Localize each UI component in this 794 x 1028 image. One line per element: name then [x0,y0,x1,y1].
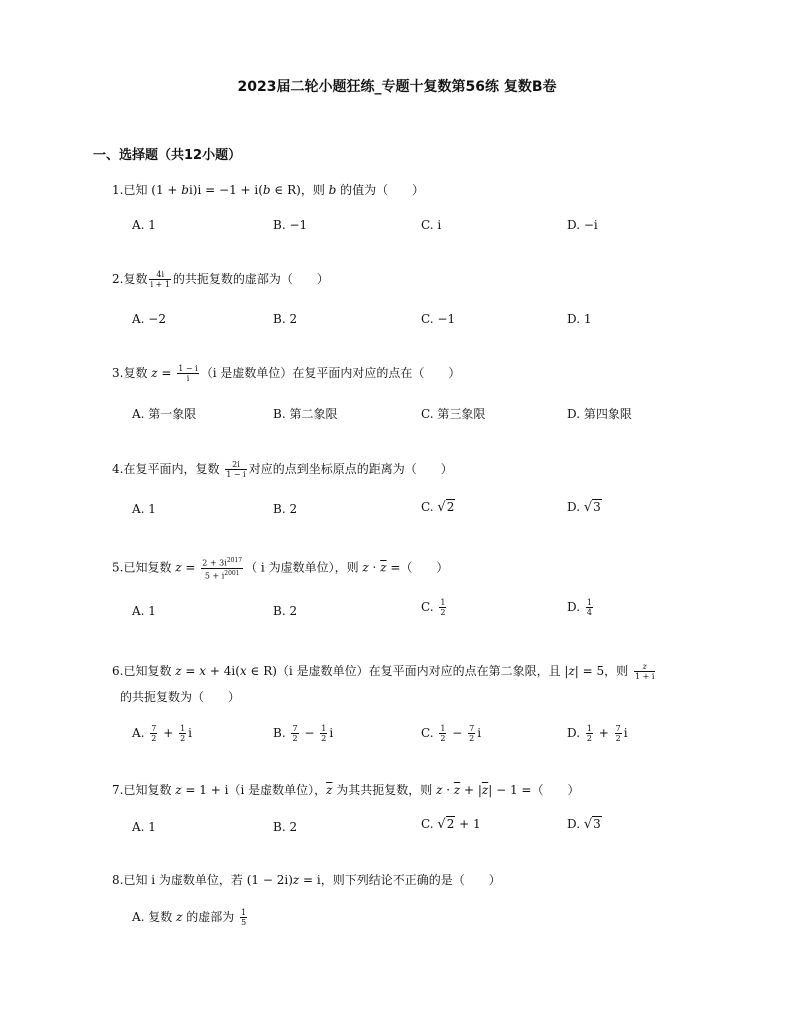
option-d [567,500,602,515]
denominator [201,569,243,581]
option-c [421,500,455,515]
numerator: 7 [151,724,157,733]
denominator-exponent: 2001 [224,569,240,577]
dot-operator: · [442,783,454,797]
option-a: A. 1 [132,502,156,516]
stem-text: 已知复数 [123,560,176,575]
denominator: 2 [321,734,327,743]
numerator: 1 [180,724,186,733]
option-a: A. 1 [132,820,156,834]
denominator: i [186,374,190,383]
var-b: b [181,183,189,197]
stem-text: 对应的点到坐标原点的距离为（ ） [248,462,453,476]
var-z: z [175,664,182,678]
question-number: 4. [112,462,124,476]
numerator-exponent: 2017 [226,557,243,564]
option-b: B. 2 [273,820,298,834]
denominator: 4 [586,608,592,617]
numerator: 7 [469,724,475,733]
var-x: x [239,664,247,678]
numerator: 2i [225,460,246,470]
option-d [567,817,602,832]
sqrt [584,817,602,832]
numerator: 1 [321,724,327,733]
option-c: C. −1 [421,312,456,326]
sqrt [437,500,455,515]
option-label: A. 复数 [132,910,177,924]
option-b: B. 2 [273,312,298,326]
option-d: D. 第四象限 [567,407,632,421]
fraction [468,724,475,743]
option-text: 的虚部为 [182,910,239,924]
question-8 [112,871,501,888]
fraction [179,724,186,743]
imaginary-unit: i [329,726,334,740]
stem-text: = 1 + i（i 是虚数单位）， [181,783,327,797]
question-7 [112,781,579,798]
denominator: 1 + i [634,672,655,681]
denominator: 2 [180,734,186,743]
question-number: 6. [112,664,124,678]
stem-text: 已知 i 为虚数单位，若 (1 − 2i) [123,873,293,887]
stem-text: = i，则下列结论不正确的是（ ） [299,873,501,887]
stem-text: 已知复数 [123,664,176,678]
numerator: 1 [586,598,592,607]
var-z: z [175,783,182,797]
var-z-conjugate: $\overline{z}$ [326,783,333,797]
numerator: 1 [241,908,247,917]
option-label: D. [567,817,584,831]
option-d: D. −i [567,218,598,232]
stem-text: 在复平面内，复数 [123,462,224,476]
stem-text: ∈ R)（i 是虚数单位）在复平面内对应的点在第二象限，且 | [246,664,569,678]
section-heading: 一、选择题（共12小题） [93,148,242,163]
radical-sign: √ [583,817,593,832]
question-6 [112,662,657,681]
numerator: 1 [440,598,446,607]
numerator: 7 [292,724,298,733]
stem-text: （ i 为虚数单位），则 [245,560,363,575]
equals: = [181,664,200,678]
radical-sign: √ [437,817,446,832]
denominator: 2 [151,734,157,743]
option-b: B. 2 [273,604,298,618]
option-c [421,817,481,832]
imaginary-unit: i [188,726,193,740]
option-d [567,724,628,743]
option-label: C. [421,726,438,740]
option-label: B. [273,726,290,740]
option-a [132,724,192,743]
option-label: D. [567,600,584,614]
stem-text: =（ ） [386,560,449,575]
denominator-base: 5 + i [204,571,225,581]
option-a [132,908,249,927]
numerator: 4i [149,270,170,280]
option-b: B. −1 [273,218,308,232]
stem-text: | = 5，则 [574,664,632,678]
stem-text: | − 1 =（ ） [488,783,580,797]
radicand: 2 [446,500,455,514]
denominator: 1 − i [226,470,246,479]
var-z-conjugate: $\overline{z}$ [453,783,461,797]
question-number: 5. [112,560,124,575]
radical-sign: √ [437,500,446,515]
var-z: z [175,560,182,575]
option-a: A. 1 [132,218,156,232]
imaginary-unit: i [477,726,482,740]
sqrt [437,817,455,832]
fraction [150,724,157,743]
operator: − [300,726,319,740]
option-b: B. 2 [273,502,298,516]
question-3 [112,364,460,383]
denominator: 2 [440,608,446,617]
fraction [201,556,243,580]
var-z: z [436,783,443,797]
option-a: A. 第一象限 [132,407,197,421]
denominator: 2 [615,734,621,743]
operator: − [448,726,467,740]
option-a: A. −2 [132,312,166,326]
option-c [421,724,481,743]
imaginary-unit: i [623,726,628,740]
fraction [586,598,593,617]
option-a: A. 1 [132,604,156,618]
operator: + [594,726,613,740]
fraction [149,270,170,289]
var-z: z [568,664,575,678]
stem-text: i)i = −1 + i( [188,183,263,197]
question-number: 7. [112,783,124,797]
radicand: 3 [593,500,601,514]
var-b: b [328,183,337,197]
operator: + [159,726,178,740]
question-number: 8. [112,873,124,887]
question-2 [112,270,329,289]
equals: = [181,560,200,575]
fraction [240,908,247,927]
question-1 [112,181,424,198]
fraction [439,598,446,617]
stem-text: + 4i( [206,664,240,678]
stem-text: 复数 [123,272,148,286]
question-number: 2. [112,272,124,286]
option-d: D. 1 [567,312,592,326]
numerator-base: 2 + 3i [202,558,227,568]
option-c [421,598,448,617]
var-z: z [292,873,300,887]
fraction [177,364,198,383]
stem-text: + | [460,783,482,797]
equals: = [157,366,176,380]
fraction [439,724,446,743]
denominator: 2 [586,734,592,743]
fraction [320,724,327,743]
option-label: D. [567,726,584,740]
plus-one: + 1 [455,817,481,831]
fraction [225,460,246,479]
stem-text: 复数 [123,366,152,380]
question-5 [112,556,448,580]
radicand: 3 [593,817,601,831]
question-4 [112,460,453,479]
stem-text: 已知复数 [123,783,176,797]
radical-sign: √ [583,500,593,515]
option-label: D. [567,500,584,514]
option-b: B. 第二象限 [273,407,338,421]
var-z: z [176,910,183,924]
denominator: 5 [241,918,247,927]
denominator: 2 [469,734,475,743]
option-label: A. [132,726,149,740]
option-d [567,598,595,617]
fraction [634,662,655,681]
option-b [273,724,333,743]
denominator: 2 [440,734,446,743]
stem-text: 已知 (1 + [123,183,182,197]
option-c: C. i [421,218,442,232]
var-z-conjugate: $\overline{z}$ [380,560,387,575]
numerator: 1 [586,724,592,733]
stem-text: 的值为（ ） [336,183,425,197]
fraction [291,724,298,743]
question-number: 3. [112,366,124,380]
numerator: 1 [440,724,446,733]
option-c: C. 第三象限 [421,407,486,421]
stem-text: （i 是虚数单位）在复平面内对应的点在（ ） [200,366,461,380]
var-z-conjugate: $\overline{z}$ [481,783,489,797]
stem-text: 的共扼复数的虚部为（ ） [172,272,329,286]
stem-text: 为其共扼复数，则 [332,783,437,797]
var-z: z [362,560,369,575]
stem-text: ∈ R)，则 [270,183,329,197]
dot-operator: · [368,560,381,575]
numerator: z [634,662,655,672]
option-label: C. [421,817,438,831]
var-b: b [262,183,271,197]
denominator: 2 [292,734,298,743]
numerator: 7 [615,724,621,733]
page-title: 2023届二轮小题狂练_专题十复数第56练 复数B卷 [237,79,557,95]
fraction [586,724,593,743]
numerator: 1 − i [178,364,198,373]
fraction [615,724,622,743]
question-number: 1. [112,183,124,197]
option-label: C. [421,600,438,614]
denominator: i + 1 [150,280,170,289]
sqrt [584,500,602,515]
radicand: 2 [446,817,455,831]
option-label: C. [421,500,438,514]
var-z: z [151,366,158,380]
question-6-line-2: 的共扼复数为（ ） [120,690,241,704]
var-x: x [199,664,207,678]
numerator [201,556,243,569]
